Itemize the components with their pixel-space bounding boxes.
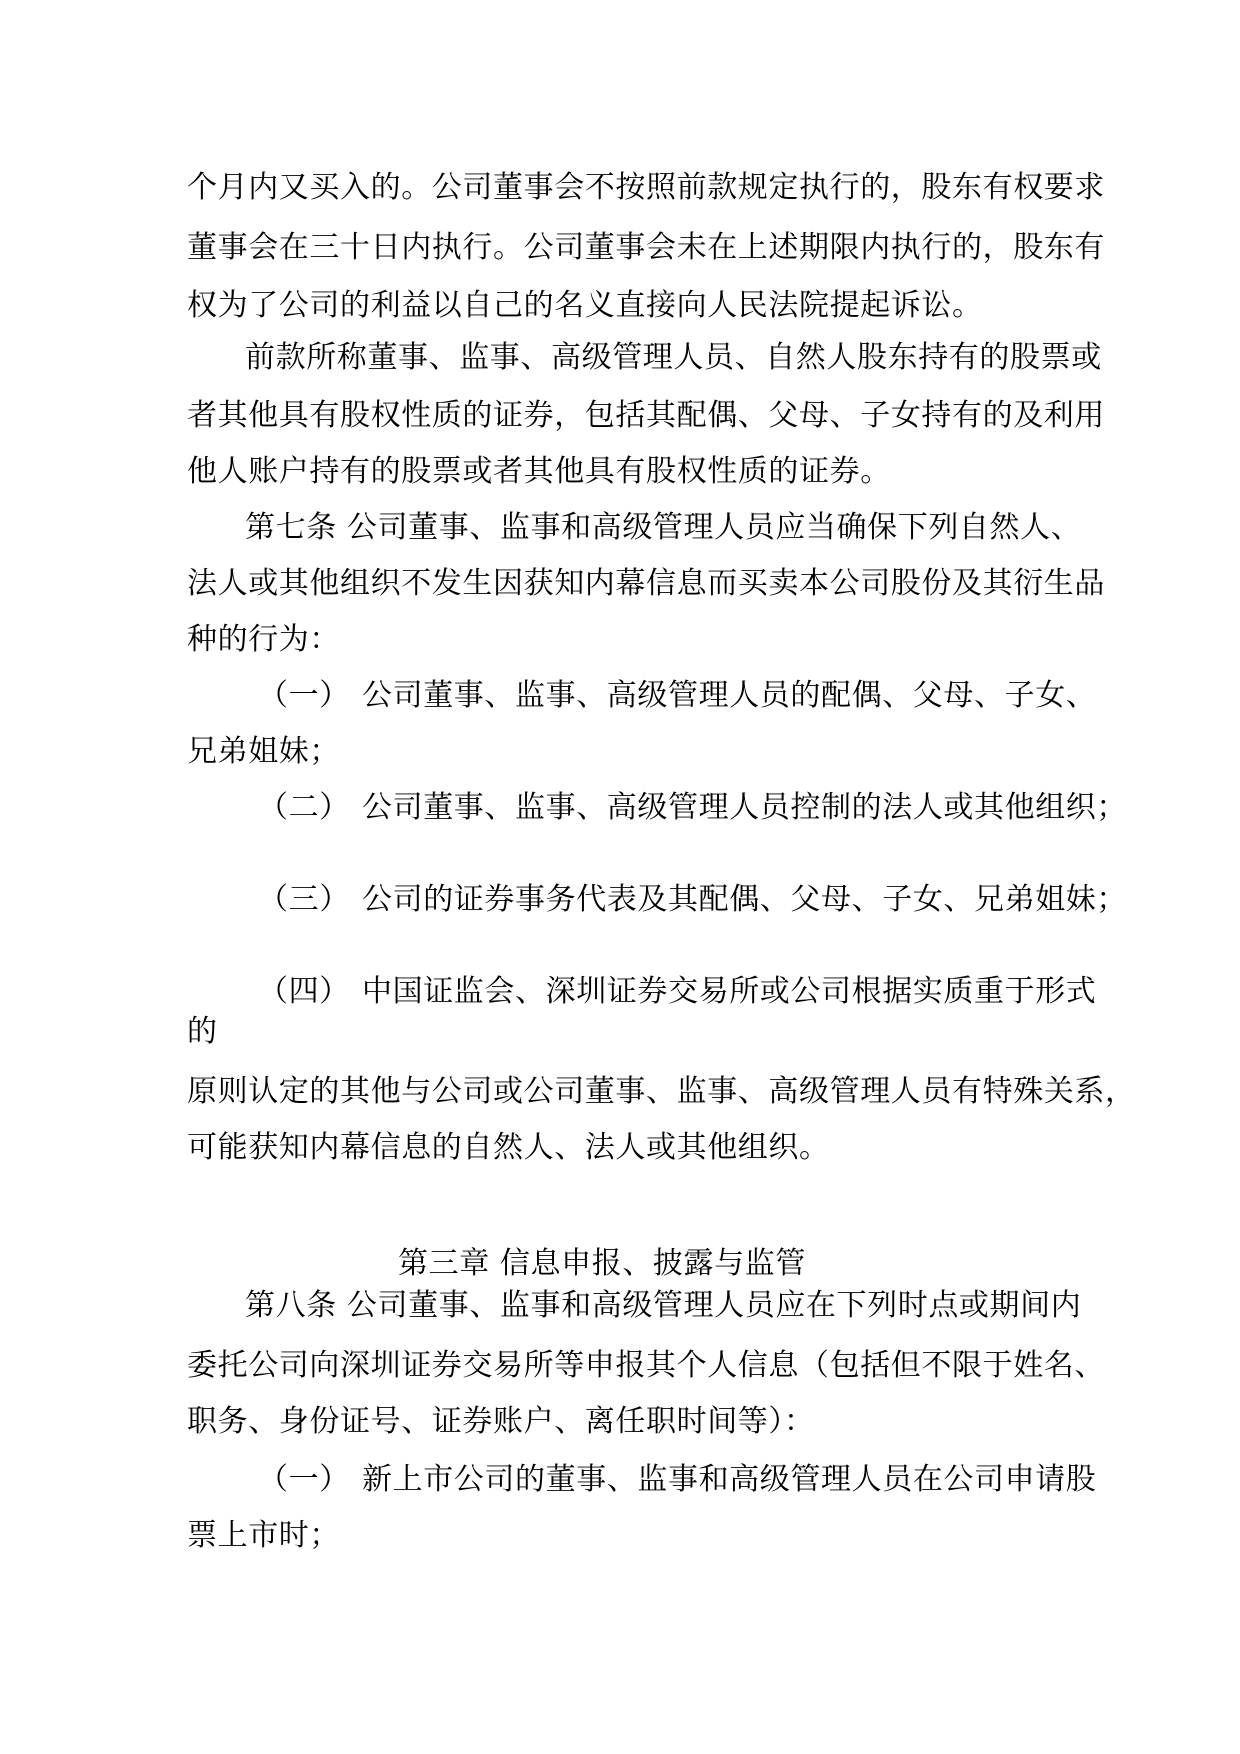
list-item-text: 公司董事、监事、高级管理人员的配偶、父母、子女、 bbox=[362, 678, 1097, 713]
paragraph-line: 他人账户持有的股票或者其他具有股权性质的证券。 bbox=[187, 454, 891, 489]
list-item-number: （一） bbox=[258, 678, 350, 713]
paragraph-line: 原则认定的其他与公司或公司董事、监事、高级管理人员有特殊关系， bbox=[187, 1074, 1136, 1109]
paragraph-line: 委托公司向深圳证券交易所等申报其个人信息（包括但不限于姓名、 bbox=[187, 1348, 1105, 1383]
paragraph-line: 董事会在三十日内执行。公司董事会未在上述期限内执行的，股东有 bbox=[187, 230, 1105, 265]
paragraph-line: 权为了公司的利益以自己的名义直接向人民法院提起诉讼。 bbox=[187, 288, 983, 323]
list-item-number: （四） bbox=[258, 974, 350, 1009]
list-item-number: （二） bbox=[258, 790, 350, 825]
paragraph-line: 种的行为： bbox=[187, 622, 340, 657]
list-item-text: 公司的证券事务代表及其配偶、父母、子女、兄弟姐妹； bbox=[362, 882, 1127, 917]
list-item-number: （一） bbox=[258, 1462, 350, 1497]
list-item-text: 中国证监会、深圳证券交易所或公司根据实质重于形式 bbox=[362, 974, 1097, 1009]
paragraph-line: 前款所称董事、监事、高级管理人员、自然人股东持有的股票或 bbox=[245, 340, 1102, 375]
article-eight-line: 第八条 公司董事、监事和高级管理人员应在下列时点或期间内 bbox=[245, 1288, 1082, 1323]
paragraph-line: 者其他具有股权性质的证券，包括其配偶、父母、子女持有的及利用 bbox=[187, 398, 1105, 433]
paragraph-line: 个月内又买入的。公司董事会不按照前款规定执行的，股东有权要求 bbox=[187, 170, 1105, 205]
paragraph-line: 兄弟姐妹； bbox=[187, 734, 340, 769]
paragraph-line: 可能获知内幕信息的自然人、法人或其他组织。 bbox=[187, 1130, 830, 1165]
paragraph-line: 票上市时； bbox=[187, 1518, 340, 1553]
paragraph-line: 法人或其他组织不发生因获知内幕信息而买卖本公司股份及其衍生品 bbox=[187, 566, 1105, 601]
list-item bbox=[258, 676, 350, 716]
list-item-number: （三） bbox=[258, 882, 350, 917]
list-item-text: 新上市公司的董事、监事和高级管理人员在公司申请股 bbox=[362, 1462, 1097, 1497]
paragraph-line: 职务、身份证号、证券账户、离任职时间等）： bbox=[187, 1404, 815, 1439]
article-seven-line: 第七条 公司董事、监事和高级管理人员应当确保下列自然人、 bbox=[245, 510, 1082, 545]
chapter-heading: 第三章 信息申报、披露与监管 bbox=[398, 1246, 806, 1281]
list-item-text: 公司董事、监事、高级管理人员控制的法人或其他组织； bbox=[362, 790, 1127, 825]
paragraph-line: 的 bbox=[187, 1014, 218, 1049]
